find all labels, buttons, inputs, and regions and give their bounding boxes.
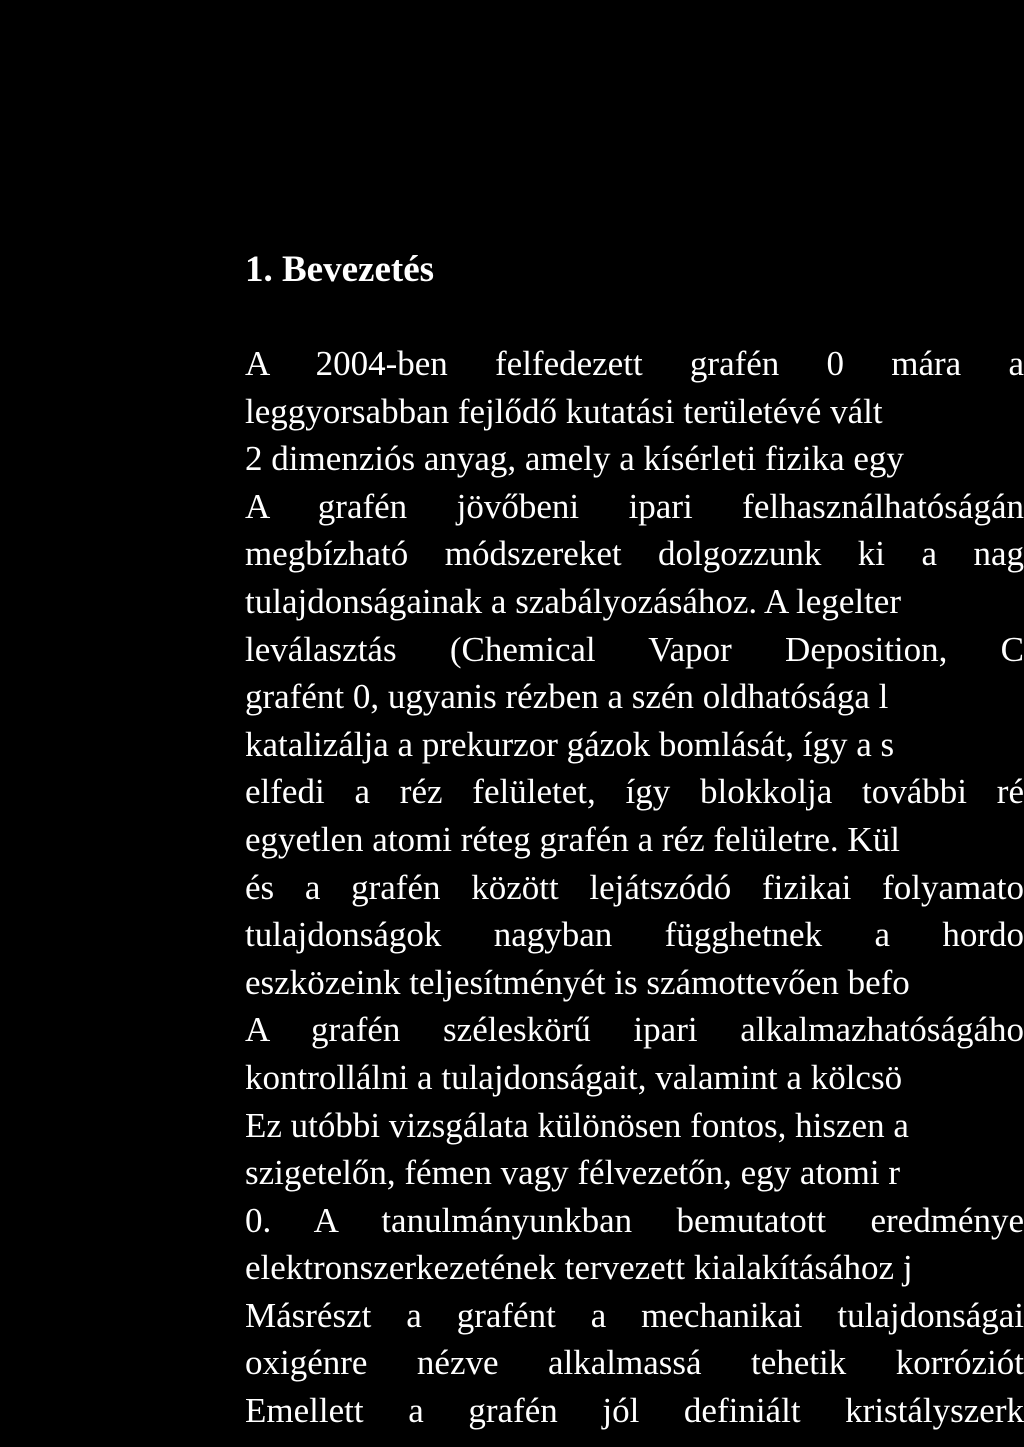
paragraph-line: szigetelőn, fémen vagy félvezetőn, egy atomi r xyxy=(245,1153,901,1193)
paragraph-line: grafént 0, ugyanis rézben a szén oldhatósága l xyxy=(245,677,889,717)
paragraph-line: 0. A tanulmányunkban bemutatott eredménye xyxy=(245,1200,1024,1240)
paragraph-line: Ez utóbbi vizsgálata különösen fontos, hiszen a xyxy=(245,1105,909,1145)
paragraph-line: és a grafén között lejátszódó fizikai folyamato xyxy=(245,867,1024,907)
body-paragraph xyxy=(245,340,1024,1435)
paragraph-line: tulajdonságok nagyban függhetnek a hordo xyxy=(245,915,1024,955)
paragraph-line: A grafén jövőbeni ipari felhasználhatóságán xyxy=(245,486,1024,526)
paragraph-line: egyetlen atomi réteg grafén a réz felületre. Kül xyxy=(245,819,900,859)
paragraph-line: katalizálja a prekurzor gázok bomlását, így a s xyxy=(245,724,895,764)
paragraph-line: kontrollálni a tulajdonságait, valamint a kölcsö xyxy=(245,1057,903,1097)
paragraph-line: A grafén széleskörű ipari alkalmazhatóságáho xyxy=(245,1010,1024,1050)
paragraph-line: leggyorsabban fejlődő kutatási területévé vált xyxy=(245,391,883,431)
paragraph-line: A 2004-ben felfedezett grafén 0 mára a xyxy=(245,344,1024,383)
paragraph-line: Emellett a grafén jól definiált kristályszerk xyxy=(245,1391,1024,1431)
paragraph-line: Másrészt a grafént a mechanikai tulajdonságai xyxy=(245,1295,1024,1335)
paragraph-line: 2 dimenziós anyag, amely a kísérleti fizika egy xyxy=(245,439,904,479)
paragraph-line: eszközeink teljesítményét is számottevően befo xyxy=(245,962,910,1002)
paragraph-line: leválasztás (Chemical Vapor Deposition, C xyxy=(245,629,1024,669)
paragraph-line: elfedi a réz felületet, így blokkolja további ré xyxy=(245,772,1024,812)
paragraph-line: megbízható módszereket dolgozzunk ki a nag xyxy=(245,534,1024,574)
section-heading: 1. Bevezetés xyxy=(245,249,435,290)
paragraph-line: elektronszerkezetének tervezett kialakításához j xyxy=(245,1248,913,1288)
paragraph-line: oxigénre nézve alkalmassá tehetik korróziót xyxy=(245,1343,1024,1383)
paragraph-line: tulajdonságainak a szabályozásához. A legelter xyxy=(245,581,901,621)
